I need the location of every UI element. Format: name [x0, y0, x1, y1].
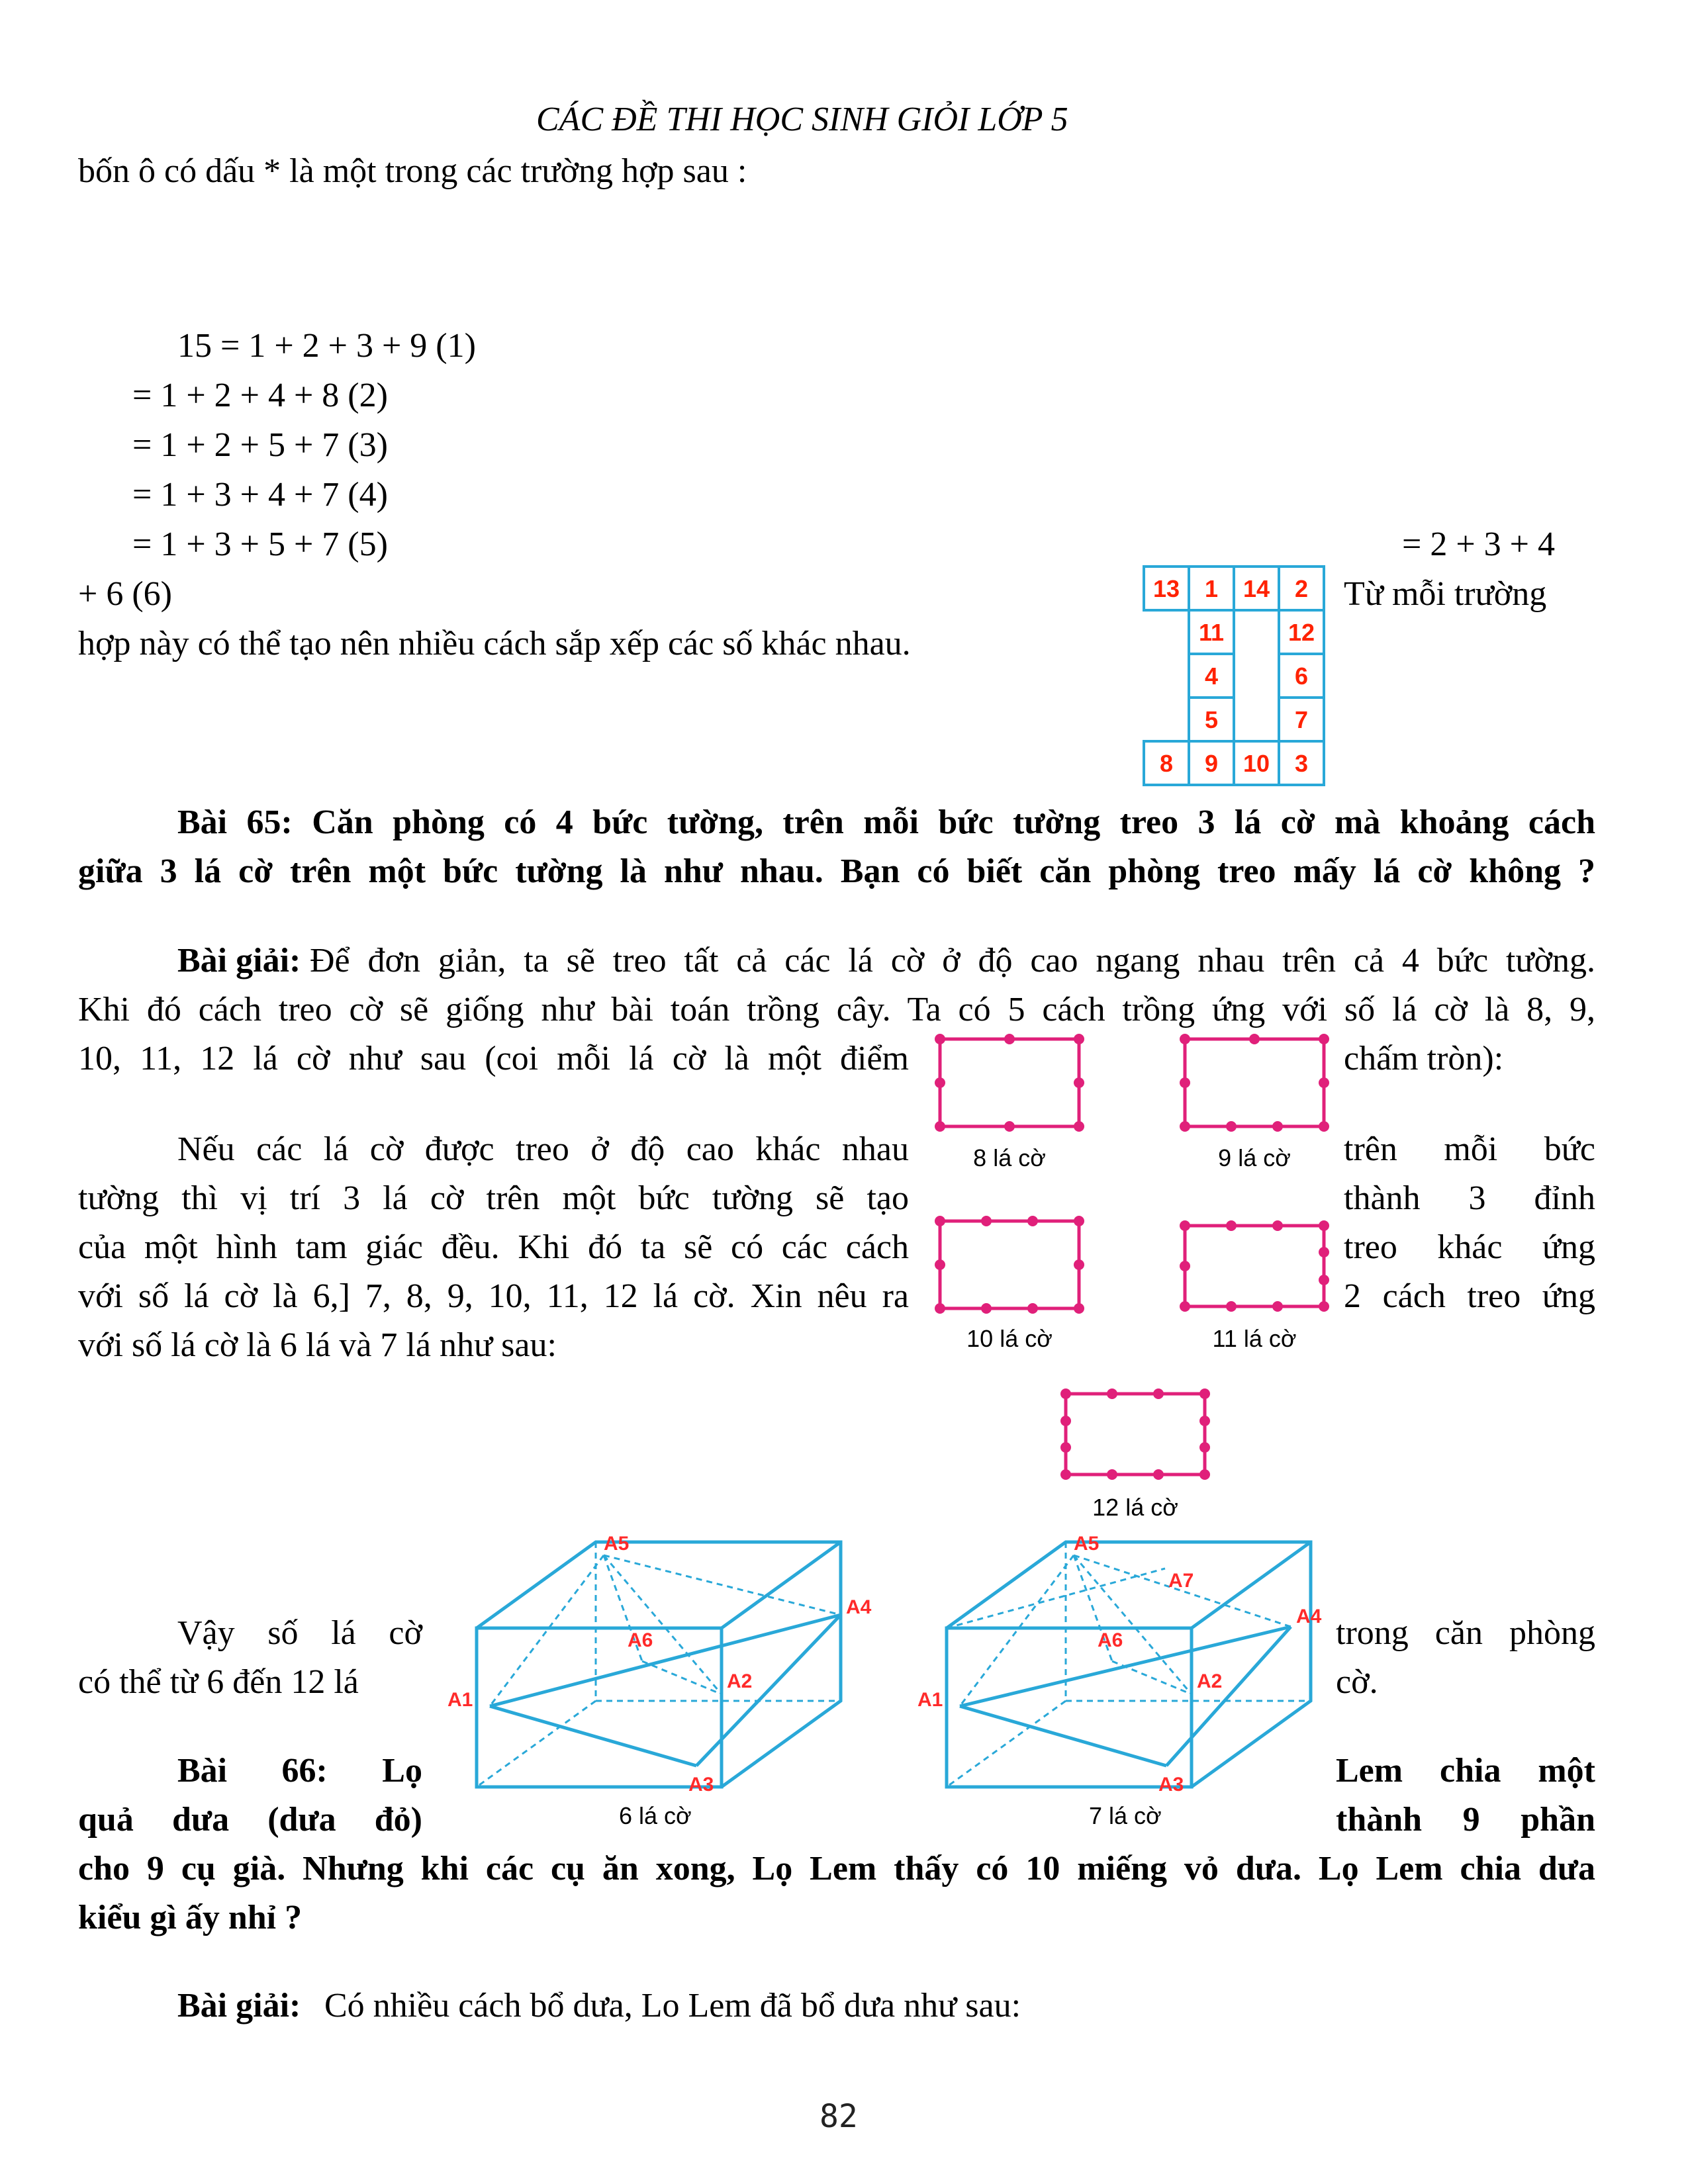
point-label: A4: [1296, 1606, 1322, 1627]
page-header: CÁC ĐỀ THI HỌC SINH GIỎI LỚP 5: [536, 101, 1068, 138]
page-number: 82: [820, 2098, 858, 2135]
equation-3: = 1 + 2 + 5 + 7 (3): [132, 426, 388, 464]
bai65-line1: Bài 65: Căn phòng có 4 bức tường, trên mỗi bức tường treo 3 lá cờ mà khoảng cách: [177, 803, 1595, 841]
right-para-line: thành 3 đỉnh: [1344, 1179, 1595, 1217]
equation-6-left: + 6 (6): [78, 575, 172, 613]
bai65-line2: giữa 3 lá cờ trên một bức tường là như nhau. Bạn có biết căn phòng treo mấy lá cờ không ?: [78, 852, 1595, 890]
left-para-line: Nếu các lá cờ được treo ở độ cao khác nhau: [177, 1130, 909, 1168]
flag-label: 9 lá cờ: [1218, 1144, 1291, 1171]
point-label: A5: [1074, 1533, 1100, 1555]
equation-6-right: = 2 + 3 + 4: [1402, 525, 1555, 563]
grid-cell: 14: [1243, 575, 1270, 602]
flag-label: 11 lá cờ: [1212, 1325, 1297, 1352]
solution65-label: Bài giải:: [177, 942, 301, 979]
point-label: A2: [1197, 1670, 1223, 1692]
cube-6-flags: [437, 1529, 887, 1833]
solution65-line3-left: 10, 11, 12 lá cờ như sau (coi mỗi lá cờ là một điểm: [78, 1040, 909, 1077]
point-label: A4: [846, 1596, 872, 1618]
bai66-left1: Bài 66: Lọ: [177, 1752, 422, 1790]
equation-4: = 1 + 3 + 4 + 7 (4): [132, 476, 388, 514]
bai66-right1: Lem chia một: [1336, 1752, 1595, 1790]
grid-cell: 6: [1294, 662, 1309, 690]
flag-label: 8 lá cờ: [973, 1144, 1046, 1171]
solution65-line1: Để đơn giản, ta sẽ treo tất cả các lá cờ ở độ cao ngang nhau trên cả 4 bức tường.: [310, 942, 1595, 979]
right-para-line: treo khác ứng: [1344, 1228, 1595, 1266]
conclusion-left2: có thể từ 6 đến 12 lá: [78, 1663, 359, 1701]
point-label: A1: [917, 1689, 943, 1711]
conclusion-right2: cờ.: [1336, 1663, 1378, 1701]
flag-label: 12 lá cờ: [1092, 1494, 1178, 1521]
equation-2: = 1 + 2 + 4 + 8 (2): [132, 377, 388, 414]
grid-cell: 11: [1198, 619, 1225, 646]
grid-cell: 7: [1294, 706, 1309, 733]
point-label: A7: [1168, 1570, 1194, 1592]
left-para-line: tường thì vị trí 3 lá cờ trên một bức tường sẽ tạo: [78, 1179, 909, 1217]
point-label: A3: [688, 1774, 714, 1796]
grid-cell: 4: [1204, 662, 1219, 690]
solution65-line2: Khi đó cách treo cờ sẽ giống như bài toán trồng cây. Ta có 5 cách trồng ứng với số lá cờ là 8, 9,: [78, 991, 1595, 1028]
point-label: A2: [727, 1670, 753, 1692]
solution66-text: Có nhiều cách bổ dưa, Lo Lem đã bổ dưa như sau:: [324, 1987, 1021, 2025]
equation-5: = 1 + 3 + 5 + 7 (5): [132, 525, 388, 563]
grid-cell: 2: [1294, 575, 1309, 602]
number-grid: [1132, 561, 1331, 786]
point-label: A1: [447, 1689, 473, 1711]
bai66-left2: quả dưa (dưa đỏ): [78, 1801, 422, 1839]
solution66-label: Bài giải:: [177, 1987, 301, 2025]
right-para-line: 2 cách treo ứng: [1344, 1277, 1595, 1315]
solution65-line3-right: chấm tròn):: [1344, 1040, 1504, 1077]
intro-line: bốn ô có dấu * là một trong các trường hợp sau :: [78, 152, 747, 190]
bai66-right2: thành 9 phần: [1336, 1801, 1595, 1839]
left-para-line: với số lá cờ là 6 lá và 7 lá như sau:: [78, 1326, 557, 1364]
grid-cell: 3: [1294, 750, 1309, 777]
bai66-line3: cho 9 cụ già. Nhưng khi các cụ ăn xong, Lọ Lem thấy có 10 miếng vỏ dưa. Lọ Lem chia dưa: [78, 1850, 1595, 1888]
right-para-line: trên mỗi bức: [1344, 1130, 1595, 1168]
flag-label: 10 lá cờ: [966, 1325, 1053, 1352]
grid-cell: 9: [1204, 750, 1219, 777]
hop-nay-line: hợp này có thể tạo nên nhiều cách sắp xếp các số khác nhau.: [78, 625, 911, 662]
equation-1: 15 = 1 + 2 + 3 + 9 (1): [177, 327, 476, 365]
cube-7-flags: [907, 1529, 1357, 1833]
grid-cell: 1: [1204, 575, 1219, 602]
conclusion-right1: trong căn phòng: [1336, 1614, 1595, 1652]
grid-cell: 5: [1204, 706, 1219, 733]
grid-cell: 10: [1243, 750, 1270, 777]
point-label: A5: [604, 1533, 630, 1555]
flag-diagrams: [920, 1019, 1344, 1535]
tu-moi-truong: Từ mỗi trường: [1344, 575, 1547, 613]
point-label: A6: [628, 1629, 653, 1651]
point-label: A3: [1158, 1774, 1184, 1796]
point-label: A6: [1098, 1629, 1123, 1651]
cube-caption-left: 6 lá cờ: [619, 1802, 692, 1829]
left-para-line: với số lá cờ là 6,] 7, 8, 9, 10, 11, 12 lá cờ. Xin nêu ra: [78, 1277, 909, 1315]
left-para-line: của một hình tam giác đều. Khi đó ta sẽ có các cách: [78, 1228, 909, 1266]
conclusion-left1: Vậy số lá cờ: [177, 1614, 422, 1652]
bai66-line4: kiểu gì ấy nhỉ ?: [78, 1899, 303, 1936]
cube-caption-right: 7 lá cờ: [1089, 1802, 1162, 1829]
grid-cell: 8: [1159, 750, 1174, 777]
grid-cell: 12: [1288, 619, 1315, 646]
grid-cell: 13: [1152, 575, 1180, 602]
